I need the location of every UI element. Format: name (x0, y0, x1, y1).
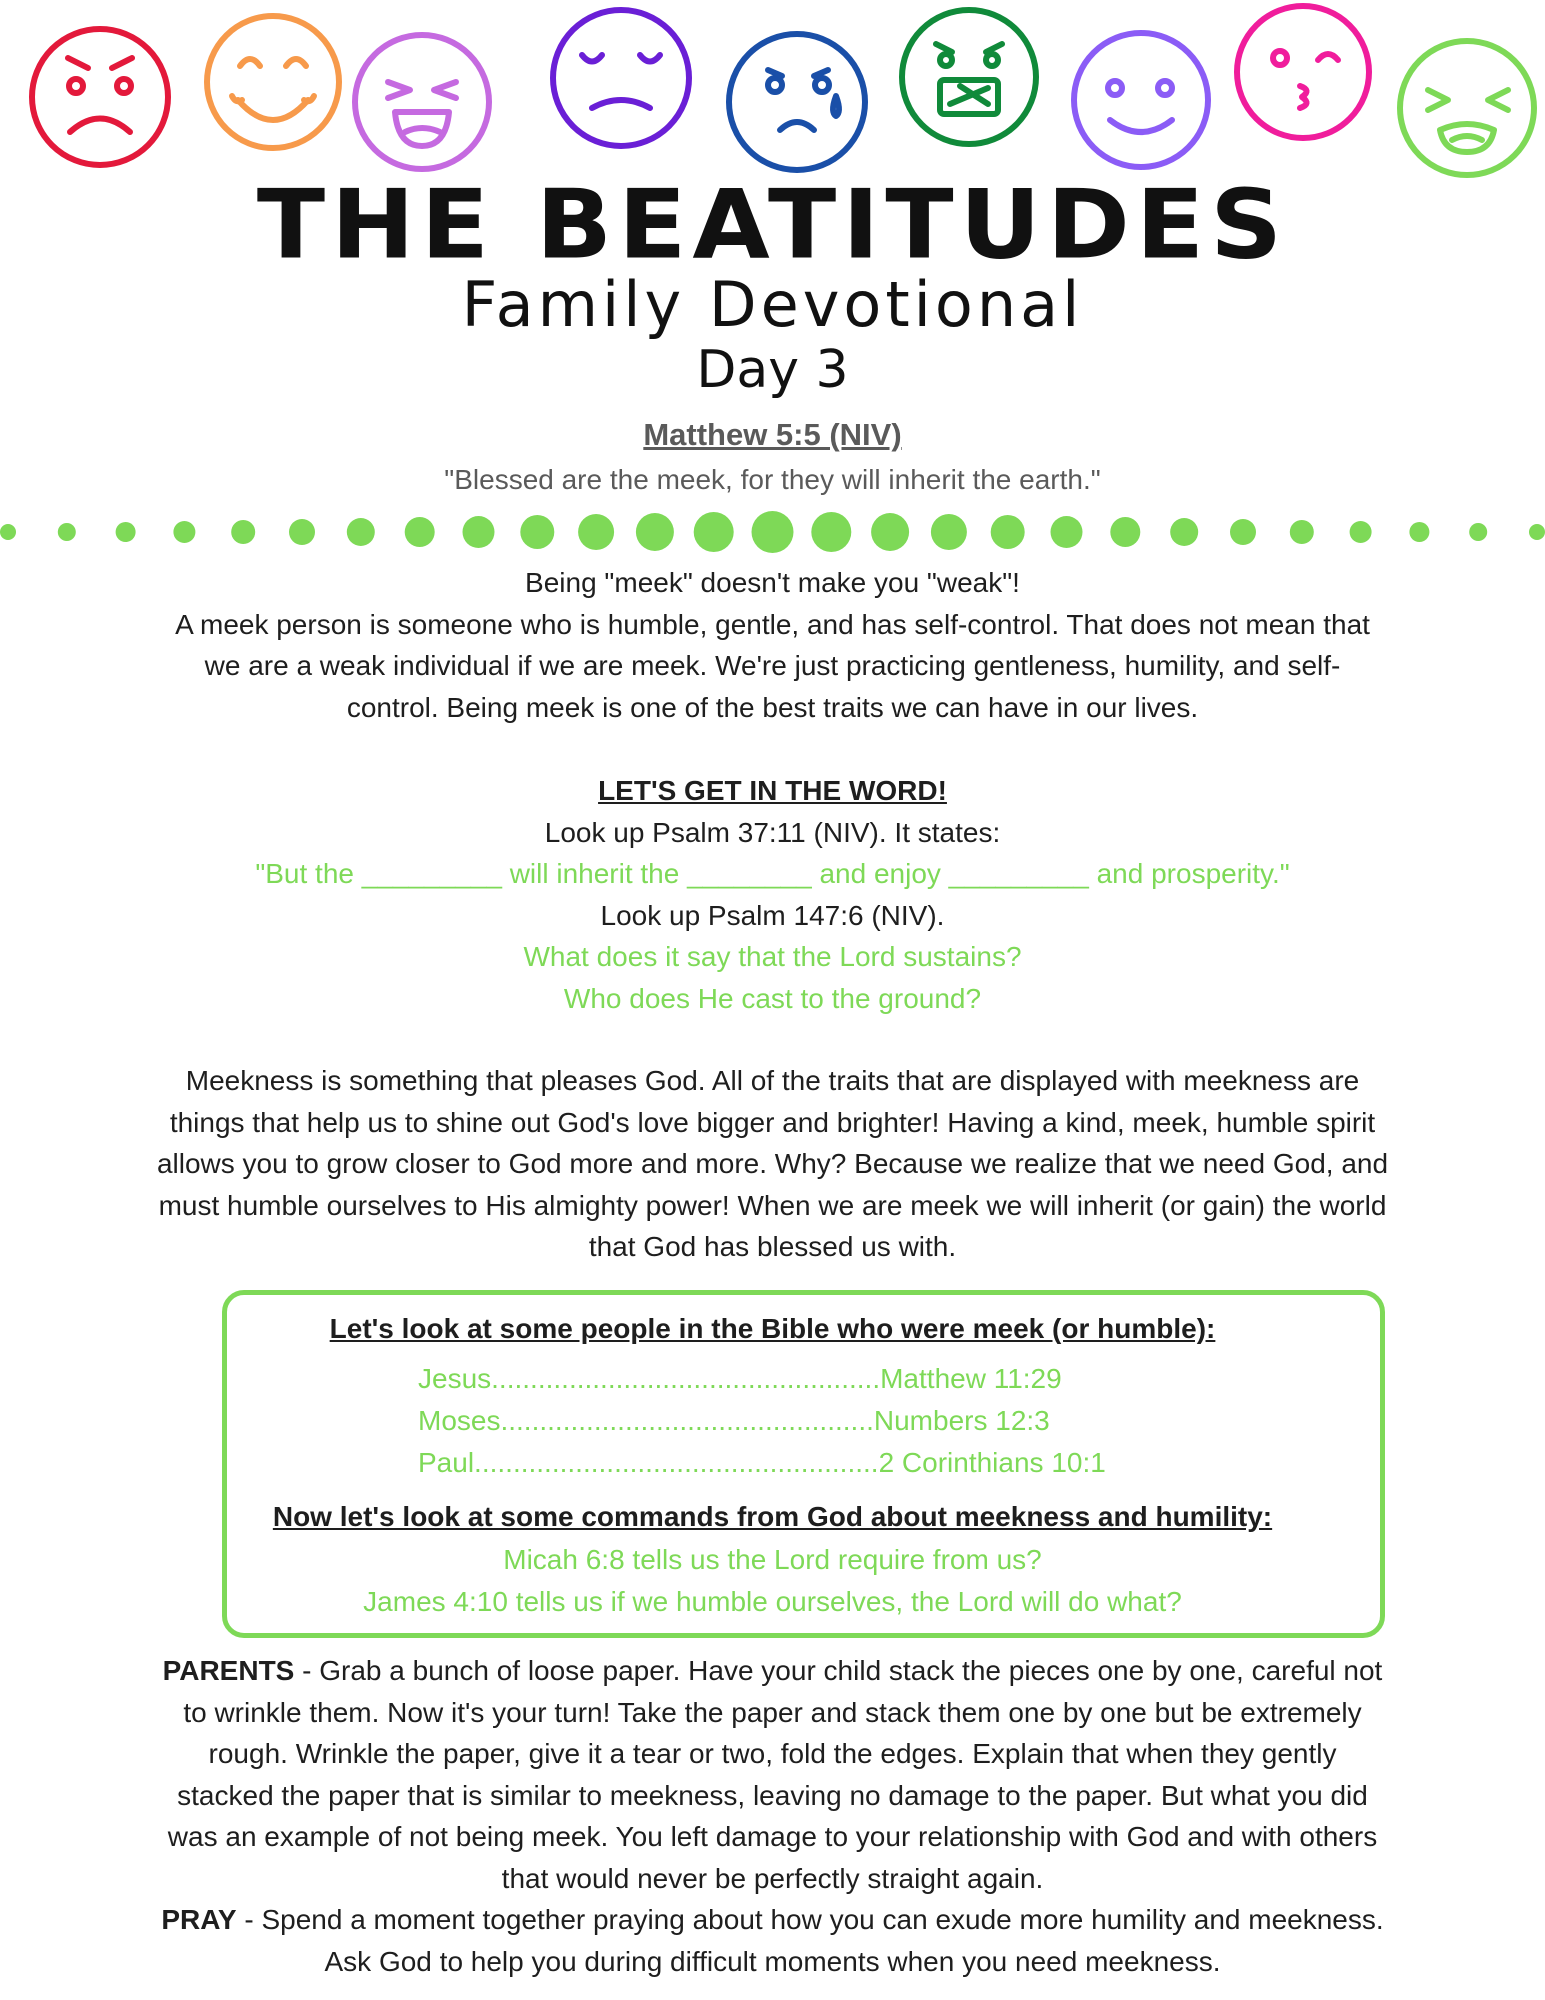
divider-dot (520, 515, 554, 549)
intro-line: we are a weak individual if we are meek. We're just practicing gentleness, humility, and self- (204, 650, 1341, 681)
dotted-divider (0, 505, 1545, 560)
word-section-heading: LET'S GET IN THE WORD! (598, 775, 947, 806)
divider-dot (694, 512, 734, 552)
divider-dot (58, 523, 76, 541)
person-reference-row: Moses................................................Numbers 12:3 (418, 1405, 1050, 1436)
psalm-37-prompt: Look up Psalm 37:11 (NIV). It states: (544, 816, 1001, 848)
divider-dot (116, 522, 136, 542)
intro-line: control. Being meek is one of the best traits we can have in our lives. (346, 691, 1199, 723)
pray-text: - Spend a moment together praying about how you can exude more humility and meekness. (236, 1904, 1384, 1935)
divider-dot (752, 511, 794, 553)
excited-face-icon (1400, 41, 1534, 175)
day-label: Day 3 (696, 340, 849, 400)
paragraph-line: must humble ourselves to His almighty power! When we are meek we will inherit (or gain) the world (158, 1189, 1387, 1221)
divider-dot (931, 514, 967, 550)
divider-dot (405, 517, 435, 547)
paragraph-line: allows you to grow closer to God more and more. Why? Because we realize that we need God, and (156, 1148, 1389, 1179)
parents-line: rough. Wrinkle the paper, give it a tear or two, fold the edges. Explain that when they gently (208, 1738, 1337, 1769)
person-reference-row: Paul....................................................2 Corinthians 10:1 (418, 1447, 1106, 1478)
smiling-face-icon (207, 16, 339, 148)
laughing-face-icon (355, 35, 489, 169)
psalm-37-fill-in: "But the _________ will inherit the ________ and enjoy _________ and prosperity." (255, 858, 1290, 889)
command-question: Micah 6:8 tells us the Lord require from us? (503, 1544, 1042, 1575)
angry-face-icon (32, 29, 168, 165)
kissing-face-icon (1237, 6, 1369, 138)
divider-dot (1529, 524, 1545, 540)
parents-line: that would never be perfectly straight again. (501, 1862, 1044, 1894)
parents-label: PARENTS (162, 1655, 295, 1686)
pray-label: PRAY (161, 1904, 237, 1935)
divider-dot (347, 518, 375, 546)
verse-reference: Matthew 5:5 (NIV) (643, 417, 902, 452)
divider-dot (463, 516, 495, 548)
parents-activity (30, 1650, 1515, 1899)
divider-dot (871, 513, 909, 551)
divider-dot (1230, 519, 1256, 545)
pray-section (30, 1899, 1515, 1982)
sad-face-icon (553, 10, 689, 146)
intro-line: Being "meek" doesn't make you "weak"! (525, 567, 1020, 598)
intro-section (30, 562, 1515, 728)
frustrated-face-icon (902, 10, 1036, 144)
paragraph-line: that God has blessed us with. (588, 1231, 957, 1262)
parents-line: to wrinkle them. Now it's your turn! Take the paper and stack them one by one but be extremely (183, 1696, 1362, 1728)
pray-line (30, 1899, 1515, 1941)
divider-dot (231, 520, 255, 544)
parents-line: was an example of not being meek. You left damage to your relationship with God and with others (167, 1821, 1378, 1852)
divider-dot (1290, 520, 1314, 544)
divider-dot (636, 513, 674, 551)
page-title: THE BEATITUDES (256, 168, 1289, 281)
psalm-147-question: Who does He cast to the ground? (563, 982, 982, 1014)
person-reference-row: Jesus..................................................Matthew 11:29 (418, 1363, 1062, 1394)
paragraph-line: Meekness is something that pleases God. All of the traits that are displayed with meekness are (185, 1065, 1360, 1096)
divider-dot (991, 515, 1025, 549)
divider-dot (173, 521, 195, 543)
crying-face-icon (729, 34, 865, 170)
divider-dot (1051, 516, 1083, 548)
parents-line: stacked the paper that is similar to meekness, leaving no damage to the paper. But what you did (177, 1779, 1368, 1811)
command-question: James 4:10 tells us if we humble ourselves, the Lord will do what? (363, 1586, 1182, 1617)
psalm-147-question: What does it say that the Lord sustains? (523, 941, 1022, 972)
verse-text: "Blessed are the meek, for they will inherit the earth." (444, 464, 1101, 495)
divider-dot (1110, 517, 1140, 547)
commands-heading: Now let's look at some commands from God about meekness and humility: (272, 1501, 1273, 1532)
page-subtitle: Family Devotional (461, 268, 1084, 341)
intro-line: A meek person is someone who is humble, gentle, and has self-control. That does not mean that (175, 608, 1370, 640)
divider-dot (578, 514, 614, 550)
people-heading: Let's look at some people in the Bible who were meek (or humble): (329, 1313, 1216, 1344)
pray-line: Ask God to help you during difficult moments when you need meekness. (324, 1945, 1221, 1977)
divider-dot (1409, 522, 1429, 542)
parents-text: - Grab a bunch of loose paper. Have your child stack the pieces one by one, careful not (294, 1655, 1383, 1686)
parents-line (30, 1650, 1515, 1692)
divider-dot (1469, 523, 1487, 541)
happy-face-icon (1074, 33, 1208, 167)
divider-dot (0, 524, 16, 540)
psalm-147-prompt: Look up Psalm 147:6 (NIV). (600, 899, 945, 931)
paragraph-line: things that help us to shine out God's love bigger and brighter! Having a kind, meek, humble spirit (169, 1106, 1376, 1138)
divider-dot (811, 512, 851, 552)
meekness-paragraph (30, 1060, 1515, 1268)
word-section (30, 770, 1515, 1019)
divider-dot (289, 519, 315, 545)
divider-dot (1350, 521, 1372, 543)
divider-dot (1170, 518, 1198, 546)
